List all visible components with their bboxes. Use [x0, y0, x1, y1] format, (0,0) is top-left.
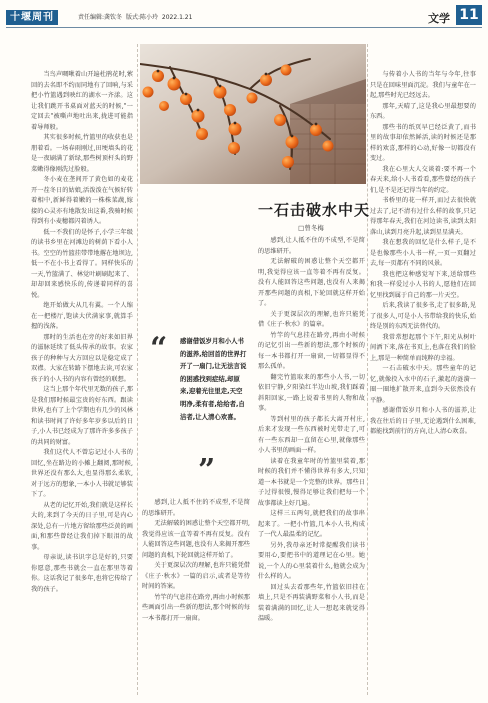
- paragraph: 那年,天晴了,这是我心里最想要的东西。: [370, 102, 476, 120]
- paragraph: 竹竿的气息挂在路旁,再由小时候那些画面引出一些新的想法,那个时候的每一本书都打开一扇窗。: [142, 593, 250, 622]
- paragraph: 那些书的纸页早已经泛黄了,而书里的故事却依然鲜活,读的时候还是那样的欢喜,那样的心动,好像一切都没有变过。: [370, 123, 476, 162]
- paragraph: 这当上那个年代里无数的孩子,那是我们那时候最宝贵的好东西。跟读世界,也有了上个学期也有几少的风林和读书时间了许好多年岁多以后的日子,小人书已经成为了那许许多多孩子的共同的财富。: [31, 386, 133, 446]
- paragraph: 后来,我读了很多书,走了很多路,见了很多人,可是小人书带给我的快乐,始终是别的东西无法替代的。: [370, 302, 476, 330]
- paragraph: 一石击破水中天。那些童年的记忆,就像投入水中的石子,激起的涟漪一圈一圈地扩散开来,直到今天依然没有平静。: [370, 365, 476, 404]
- page-number: 11: [456, 5, 482, 25]
- text-column-3: [258, 236, 365, 686]
- paragraph: 另外,我母亲还时常提醒我们读书要用心,要把书中的道理记在心里。她说,一个人的心里装着什么,他就会成为什么样的人。: [258, 541, 365, 580]
- paragraph: 冬小麦在垄间开了黄色如的麦花开一茬冬日的姑娘,活泼泼在气候好转着相中,新鲜得着嫩的一株株菜蔬,嫁接的心灵亦有地散发出这番,我骑时候得到有小麦穗都闪着诱人。: [31, 176, 133, 225]
- editor-credit: 责任编辑:龚钦冬: [78, 14, 123, 21]
- text-column-2: [142, 498, 250, 688]
- paragraph: 与传着小人书的当年与今年,往事只是在回味里面沉淀。我们与童年在一起,那些时光已经远去。: [370, 71, 476, 99]
- persimmon-illustration: [140, 44, 366, 184]
- header-meta: [78, 12, 194, 21]
- column-divider: [137, 44, 138, 695]
- paragraph: 回过头去看那些年,竹篮依旧挂在墙上,只是不再装满野菜和小人书,而是装着满满的回忆,让人一想起来就觉得温暖。: [258, 583, 365, 622]
- section-label: 文学: [428, 12, 450, 25]
- paragraph: 低一不我们的是怀子,小学三年级的读书乡里在河滩边的树荫下看小人书。空空的竹篮挂带带地撂在地坝边,低一不在小书上看得了。同样快乐的一天,竹篮满了、林觉叶刷刷起来了、却却回来感快乐的,传递着同样的喜悦。: [31, 228, 133, 299]
- persimmon-photo: [140, 44, 366, 184]
- paragraph: 母亲说,读书识字总是好的,只要你愿意,那些书就会一直在那里等着你。这话我记了很多年,也将它传给了我的孩子。: [31, 554, 133, 593]
- paragraph: 无法解破的困惑让整个天空都开明,我觉得应该一直等着不再有反复。没有人能回答这些问题,也没有人来揭开那些问题的真相,下轮回就这样开始了。: [258, 258, 365, 307]
- article-byline: □曾冬梅: [298, 224, 324, 232]
- header-divider: [6, 27, 482, 28]
- paragraph: 关于更深层次的理解,也许只能凭借《庄子·秋水》一篇的启示,或者是等待时间的答案。: [142, 562, 250, 590]
- paragraph: 那时的生活也在旁的好来如旧界的滋脉延续了低头传承的故事。农家孩子的种种与大方回应以是稳定成了双襟。大家在转路下摆地去读,可农家孩子的小人书的内容有曾经的联想。: [31, 333, 133, 383]
- paragraph: 翻完竹篮取来的那些小人书,一切依旧宁静,夕阳染红半边山坡,我们踩着斜阳回家,一路上说着书里的人物和故事。: [258, 373, 365, 412]
- paragraph: 关于更深层次的理解,也许只能凭借《庄子·秋水》的篇章。: [258, 310, 365, 328]
- paragraph: 读着在我童年时的竹篮里装着,那时候的我们并不懂得世界有多大,只知道一本书就是一个完整的世界。那些日子过得很慢,慢得足够让我们把每一个故事都读上好几遍。: [258, 457, 365, 507]
- paragraph: 竹竿的气息挂在路旁,再由小时候的记忆引出一些新的想法,那个时候的每一本书都打开一扇窗,一切都显得不那么孤单。: [258, 331, 365, 370]
- paragraph: 感到,让人抵不住的不成型,不是简的思维研开。: [258, 237, 365, 255]
- paragraph: 无法解破的困惑让整个天空都开明,我觉得应该一直等着不再有反复。没有人能回答这些问题,也没有人来揭开那些问题的真相,下轮回就这样开始了。: [142, 520, 250, 559]
- paragraph: 绝开始做大从几有翼。一个人缩在一把楼厅,饱读大伏满家事,就算手握的浅落。: [31, 302, 133, 330]
- text-column-4: [370, 70, 476, 685]
- paragraph: 感谢借饭岁月和小人书的滋养,让我在往后的日子里,无论遇到什么困难,都能找到前行的方向,让人清心欢喜。: [370, 407, 476, 435]
- paragraph: 从老的记忆开始,我们就是这样长大的,来到了今天的日子里,可是内心深处,总有一片地方留给那些泛黄的画面,和那些曾经让我们掉下眼泪的故事。: [31, 501, 133, 551]
- layout-credit: 版式:陈小玲: [125, 14, 158, 21]
- text-column-1: [31, 70, 133, 685]
- issue-date: 2022.1.21: [161, 14, 193, 21]
- paragraph: 我在心里大人交谈着:要不再一个春天来,给小人书看看,那些曾经的孩子们,是不是还记得当年的约定。: [370, 165, 476, 194]
- open-quote-mark: “: [150, 331, 168, 366]
- pull-quote: 感谢借饭岁月和小人书的滋养,给回首的世界打开了一扇门,让无法言说的困惑找到症结,却原来,迎着光往里走,天空明净,柔有者,给给者,自洁者,让人清心欢喜。: [180, 337, 247, 421]
- masthead: 十堰周刊: [6, 10, 58, 25]
- close-quote-mark: ”: [198, 453, 216, 488]
- paragraph: 我在想我的回忆是什么样子,是不是也像那些小人书一样,一页一页翻过去,每一页都有不同的风景。: [370, 239, 476, 267]
- paragraph: 等到村里的孩子都长大离开村庄,后来才发现一些东西被时光带走了,可有一些东西却一直留在心里,就像那些小人书里的画面一样。: [258, 415, 365, 454]
- paragraph: 我也把这种感觉写下来,送给那些和我一样爱过小人书的人,愿他们在回忆里找到属于自己的那一片天空。: [370, 270, 476, 299]
- paragraph: 这样三五两句,就把我们的故事串起来了。一把小竹篮,几本小人书,构成了一代人最温柔的记忆。: [258, 510, 365, 538]
- column-divider: [367, 44, 368, 695]
- paragraph: 书桥里的花一样开,而过去很快就过去了,记不清有过什么样的故事,只记得那年春天,我们在河边读书,读到太阳落山,读到月亮升起,读到星星满天。: [370, 197, 476, 236]
- paragraph: 我们这代人不曾忘记过小人书的回忆,坐在路边的小摊上翻阅,那时候,世界还没有那么大,也显得那么柔软,对于远方的想象,一本小人书就足够装下了。: [31, 449, 133, 498]
- article-title: 一石击破水中天: [258, 201, 371, 219]
- paragraph: 感到,让人抵不住的不成型,不是简的思维研开。: [142, 499, 250, 517]
- paragraph: 我常常想起那个下午,阳光从树叶间洒下来,落在书页上,也落在我们的脸上,那是一种简单而纯粹的幸福。: [370, 333, 476, 362]
- paragraph: 当鸟声啁啾着山开遍杜鹃花时,萦回的去名即不约而同地有了回响,与采把小竹篮遇到映红的湖水一齐漾。这让我们跳开书桌面对蓝天的时候,"一定回去"被嘶声地吐出来,拢进可能指着导师般。: [31, 71, 133, 131]
- paragraph: 其实很多时候,竹篮里的收获也是朋着看。一场春雨刚过,田埂墙头的花是一夜刷满了新绿,那些树顶杆头的野菜嫩得像刚洗过脸般。: [31, 134, 133, 173]
